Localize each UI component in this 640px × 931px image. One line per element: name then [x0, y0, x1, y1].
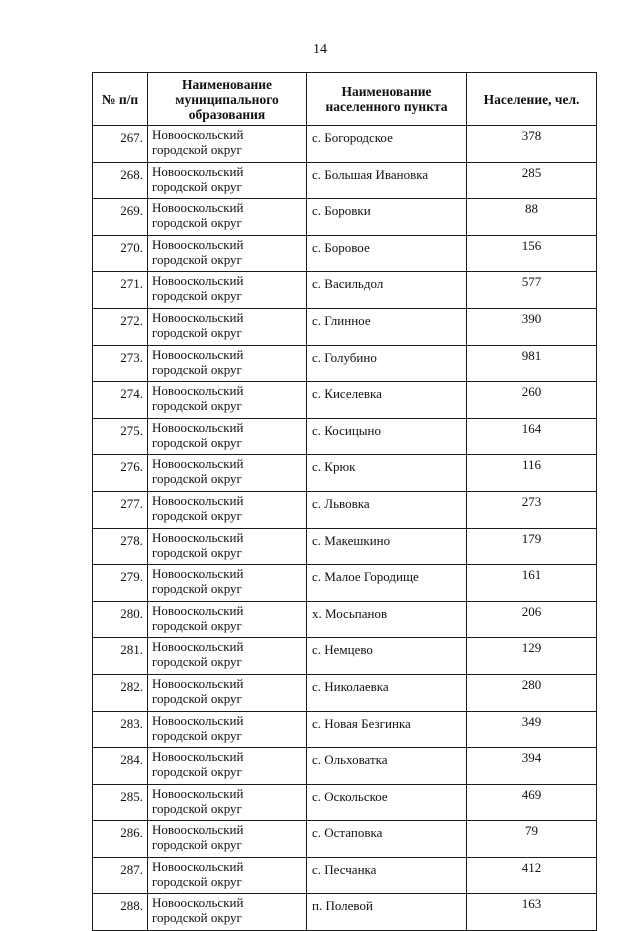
- row-number: 280.: [93, 601, 148, 638]
- population-value: 273: [467, 491, 597, 528]
- population-value: 163: [467, 894, 597, 931]
- population-value: 378: [467, 126, 597, 163]
- row-number: 281.: [93, 638, 148, 675]
- municipality-name: Новооскольский: [152, 712, 244, 728]
- municipality-type: городской округ: [152, 178, 242, 194]
- municipality-name: Новооскольский: [152, 492, 244, 508]
- population-value: 577: [467, 272, 597, 309]
- population-value: 285: [467, 162, 597, 199]
- municipality-type: городской округ: [152, 324, 242, 340]
- municipality-cell: [148, 199, 307, 236]
- row-number: 269.: [93, 199, 148, 236]
- row-number: 272.: [93, 308, 148, 345]
- population-value: 206: [467, 601, 597, 638]
- municipality-name: Новооскольский: [152, 895, 244, 911]
- header-settlement: Наименование населенного пункта: [307, 73, 467, 126]
- municipality-name: Новооскольский: [152, 456, 244, 472]
- municipality-type: городской округ: [152, 288, 242, 304]
- row-number: 273.: [93, 345, 148, 382]
- municipality-type: городской округ: [152, 434, 242, 450]
- municipality-type: городской округ: [152, 800, 242, 816]
- row-number: 287.: [93, 857, 148, 894]
- settlement-name: с. Васильдол: [307, 272, 467, 309]
- municipality-cell: [148, 418, 307, 455]
- table-row: [93, 199, 597, 236]
- table-header: [93, 73, 597, 126]
- municipality-name: Новооскольский: [152, 346, 244, 362]
- municipality-name: Новооскольский: [152, 529, 244, 545]
- population-value: 179: [467, 528, 597, 565]
- population-value: 260: [467, 382, 597, 419]
- municipality-cell: [148, 784, 307, 821]
- table-row: [93, 455, 597, 492]
- municipality-type: городской округ: [152, 471, 242, 487]
- municipality-type: городской округ: [152, 727, 242, 743]
- settlement-name: с. Голубино: [307, 345, 467, 382]
- municipality-type: городской округ: [152, 910, 242, 926]
- row-number: 283.: [93, 711, 148, 748]
- municipality-name: Новооскольский: [152, 163, 244, 179]
- municipality-name: Новооскольский: [152, 822, 244, 838]
- municipality-name: Новооскольский: [152, 309, 244, 325]
- municipality-cell: [148, 382, 307, 419]
- table-row: [93, 382, 597, 419]
- municipality-type: городской округ: [152, 398, 242, 414]
- municipality-name: Новооскольский: [152, 273, 244, 289]
- population-value: 390: [467, 308, 597, 345]
- settlement-name: с. Косицыно: [307, 418, 467, 455]
- table-row: [93, 674, 597, 711]
- municipality-type: городской округ: [152, 617, 242, 633]
- row-number: 270.: [93, 235, 148, 272]
- municipality-type: городской округ: [152, 837, 242, 853]
- population-value: 164: [467, 418, 597, 455]
- header-row: [93, 73, 597, 126]
- table-row: [93, 528, 597, 565]
- municipality-cell: [148, 857, 307, 894]
- row-number: 276.: [93, 455, 148, 492]
- settlement-name: с. Боровки: [307, 199, 467, 236]
- table-row: [93, 638, 597, 675]
- settlement-name: х. Мосьпанов: [307, 601, 467, 638]
- settlements-table: [92, 72, 597, 931]
- row-number: 267.: [93, 126, 148, 163]
- row-number: 286.: [93, 821, 148, 858]
- table-row: [93, 418, 597, 455]
- municipality-type: городской округ: [152, 581, 242, 597]
- municipality-type: городской округ: [152, 873, 242, 889]
- table-row: [93, 821, 597, 858]
- row-number: 278.: [93, 528, 148, 565]
- municipality-cell: [148, 711, 307, 748]
- settlement-name: с. Киселевка: [307, 382, 467, 419]
- population-value: 79: [467, 821, 597, 858]
- municipality-name: Новооскольский: [152, 858, 244, 874]
- municipality-type: городской округ: [152, 361, 242, 377]
- settlement-name: с. Макешкино: [307, 528, 467, 565]
- municipality-type: городской округ: [152, 142, 242, 157]
- row-number: 274.: [93, 382, 148, 419]
- row-number: 268.: [93, 162, 148, 199]
- header-municipality: Наименование муниципального образования: [148, 73, 307, 126]
- municipality-cell: [148, 491, 307, 528]
- table-row: [93, 235, 597, 272]
- municipality-name: Новооскольский: [152, 419, 244, 435]
- municipality-cell: [148, 748, 307, 785]
- settlement-name: с. Богородское: [307, 126, 467, 163]
- population-value: 156: [467, 235, 597, 272]
- row-number: 288.: [93, 894, 148, 931]
- municipality-name: Новооскольский: [152, 675, 244, 691]
- municipality-cell: [148, 345, 307, 382]
- settlement-name: с. Крюк: [307, 455, 467, 492]
- population-value: 412: [467, 857, 597, 894]
- header-num: № п/п: [93, 73, 148, 126]
- population-value: 116: [467, 455, 597, 492]
- settlement-name: с. Немцево: [307, 638, 467, 675]
- row-number: 282.: [93, 674, 148, 711]
- municipality-type: городской округ: [152, 507, 242, 523]
- municipality-name: Новооскольский: [152, 127, 244, 142]
- municipality-name: Новооскольский: [152, 236, 244, 252]
- municipality-type: городской округ: [152, 690, 242, 706]
- settlement-name: п. Полевой: [307, 894, 467, 931]
- population-value: 349: [467, 711, 597, 748]
- row-number: 277.: [93, 491, 148, 528]
- municipality-type: городской округ: [152, 544, 242, 560]
- municipality-cell: [148, 162, 307, 199]
- population-value: 88: [467, 199, 597, 236]
- settlement-name: с. Львовка: [307, 491, 467, 528]
- municipality-name: Новооскольский: [152, 639, 244, 655]
- municipality-cell: [148, 821, 307, 858]
- settlement-name: с. Глинное: [307, 308, 467, 345]
- municipality-name: Новооскольский: [152, 749, 244, 765]
- table-row: [93, 894, 597, 931]
- population-value: 129: [467, 638, 597, 675]
- page-number: 14: [313, 42, 327, 57]
- population-value: 161: [467, 565, 597, 602]
- settlement-name: с. Большая Ивановка: [307, 162, 467, 199]
- municipality-type: городской округ: [152, 654, 242, 670]
- table-row: [93, 565, 597, 602]
- municipality-name: Новооскольский: [152, 200, 244, 216]
- population-value: 981: [467, 345, 597, 382]
- population-value: 280: [467, 674, 597, 711]
- municipality-cell: [148, 126, 307, 163]
- row-number: 284.: [93, 748, 148, 785]
- table-row: [93, 857, 597, 894]
- row-number: 271.: [93, 272, 148, 309]
- population-value: 394: [467, 748, 597, 785]
- settlement-name: с. Остаповка: [307, 821, 467, 858]
- municipality-cell: [148, 601, 307, 638]
- table-row: [93, 308, 597, 345]
- table-row: [93, 491, 597, 528]
- municipality-cell: [148, 528, 307, 565]
- settlement-name: с. Ольховатка: [307, 748, 467, 785]
- municipality-name: Новооскольский: [152, 785, 244, 801]
- municipality-cell: [148, 235, 307, 272]
- table-row: [93, 272, 597, 309]
- municipality-cell: [148, 894, 307, 931]
- table-row: [93, 601, 597, 638]
- settlement-name: с. Малое Городище: [307, 565, 467, 602]
- settlement-name: с. Боровое: [307, 235, 467, 272]
- municipality-name: Новооскольский: [152, 602, 244, 618]
- row-number: 285.: [93, 784, 148, 821]
- table-row: [93, 345, 597, 382]
- table-row: [93, 162, 597, 199]
- municipality-cell: [148, 565, 307, 602]
- settlement-name: с. Оскольское: [307, 784, 467, 821]
- municipality-name: Новооскольский: [152, 383, 244, 399]
- row-number: 275.: [93, 418, 148, 455]
- table-row: [93, 126, 597, 163]
- settlement-name: с. Николаевка: [307, 674, 467, 711]
- row-number: 279.: [93, 565, 148, 602]
- header-population: Население, чел.: [467, 73, 597, 126]
- municipality-cell: [148, 308, 307, 345]
- settlement-name: с. Новая Безгинка: [307, 711, 467, 748]
- municipality-type: городской округ: [152, 251, 242, 267]
- municipality-name: Новооскольский: [152, 566, 244, 582]
- municipality-cell: [148, 455, 307, 492]
- municipality-cell: [148, 638, 307, 675]
- settlement-name: с. Песчанка: [307, 857, 467, 894]
- table-row: [93, 711, 597, 748]
- population-value: 469: [467, 784, 597, 821]
- municipality-type: городской округ: [152, 764, 242, 780]
- table-row: [93, 748, 597, 785]
- municipality-type: городской округ: [152, 215, 242, 231]
- municipality-cell: [148, 674, 307, 711]
- table-row: [93, 784, 597, 821]
- municipality-cell: [148, 272, 307, 309]
- table-body: [93, 126, 597, 931]
